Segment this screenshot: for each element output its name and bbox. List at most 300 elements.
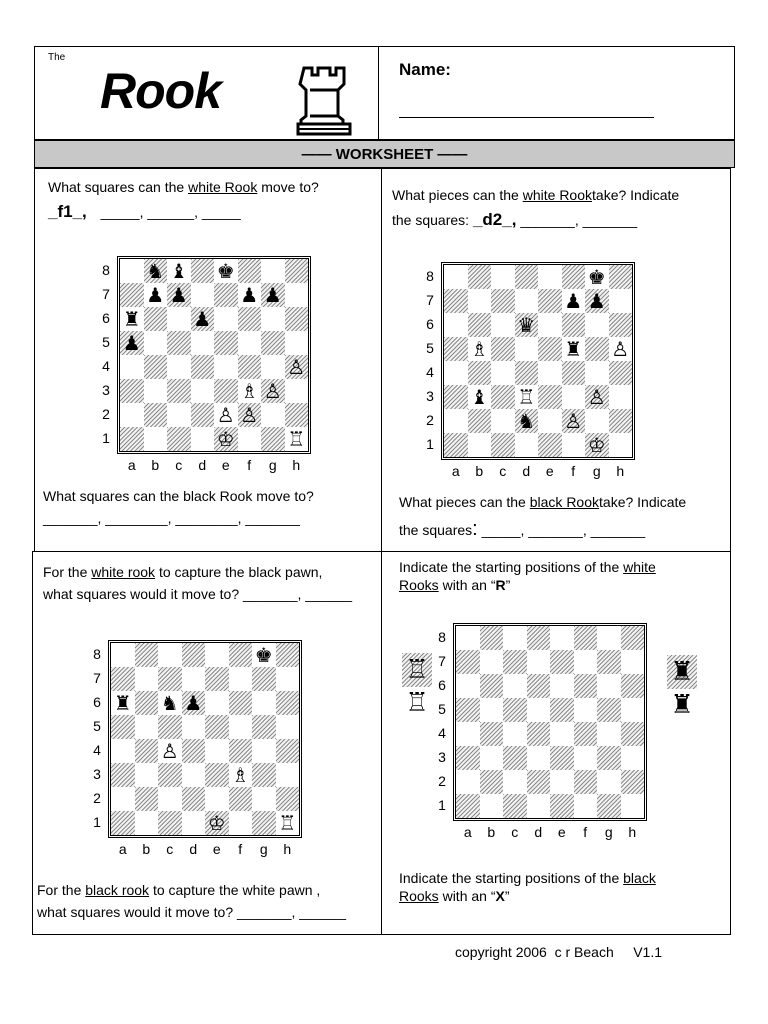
square-g2[interactable] xyxy=(597,770,621,794)
square-a1[interactable] xyxy=(456,794,480,818)
square-a7[interactable] xyxy=(111,667,135,691)
square-b3[interactable] xyxy=(135,763,159,787)
square-d4[interactable] xyxy=(182,739,206,763)
answer-f1: _f1_, xyxy=(48,201,87,221)
square-d3[interactable] xyxy=(182,763,206,787)
square-c8[interactable] xyxy=(491,265,515,289)
square-h1[interactable] xyxy=(609,433,633,457)
rank-label: 5 xyxy=(102,334,110,350)
square-b4[interactable] xyxy=(468,361,492,385)
square-f1[interactable] xyxy=(229,811,253,835)
square-b1[interactable] xyxy=(135,811,159,835)
square-c3[interactable] xyxy=(503,746,527,770)
square-g1[interactable] xyxy=(252,811,276,835)
square-f2[interactable] xyxy=(574,770,598,794)
square-a5[interactable] xyxy=(111,715,135,739)
chess-piece-icon: ♙ xyxy=(587,385,606,409)
square-a3[interactable] xyxy=(456,746,480,770)
square-e5[interactable] xyxy=(205,715,229,739)
square-h4[interactable] xyxy=(621,722,645,746)
square-e6[interactable] xyxy=(538,313,562,337)
rank-label: 1 xyxy=(93,814,101,830)
square-h8[interactable] xyxy=(276,643,300,667)
white-rook-link: white Rook xyxy=(188,179,258,195)
square-d2[interactable] xyxy=(191,403,215,427)
square-b5[interactable] xyxy=(480,698,504,722)
square-g3[interactable] xyxy=(252,763,276,787)
square-c5[interactable] xyxy=(503,698,527,722)
square-f8[interactable] xyxy=(574,626,598,650)
chess-piece-icon: ♔ xyxy=(587,433,606,457)
question-3: What squares can the black Rook move to? _______, ________, ________, _______ xyxy=(43,485,373,530)
square-c3[interactable] xyxy=(491,385,515,409)
square-b7[interactable] xyxy=(468,289,492,313)
chess-piece-icon: ♚ xyxy=(254,643,273,667)
square-b6[interactable] xyxy=(135,691,159,715)
square-g4[interactable] xyxy=(597,722,621,746)
square-g3[interactable] xyxy=(597,746,621,770)
worksheet-label: —— WORKSHEET —— xyxy=(301,145,468,163)
square-a8[interactable] xyxy=(111,643,135,667)
square-e6[interactable] xyxy=(214,307,238,331)
square-e3[interactable] xyxy=(214,379,238,403)
square-h3[interactable] xyxy=(621,746,645,770)
header-divider xyxy=(378,46,379,140)
square-h6[interactable] xyxy=(621,674,645,698)
square-d5[interactable] xyxy=(182,715,206,739)
square-c1[interactable] xyxy=(167,427,191,451)
square-a5[interactable] xyxy=(444,337,468,361)
square-g5[interactable] xyxy=(261,331,285,355)
rank-label: 6 xyxy=(102,310,110,326)
square-h3[interactable] xyxy=(276,763,300,787)
chess-piece-icon: ♙ xyxy=(160,739,179,763)
square-h8[interactable] xyxy=(609,265,633,289)
square-a1[interactable] xyxy=(120,427,144,451)
square-a3[interactable] xyxy=(444,385,468,409)
black-rook-link: black rook xyxy=(85,882,150,898)
square-d4[interactable] xyxy=(515,361,539,385)
chess-piece-icon: ♙ xyxy=(611,337,630,361)
chess-piece-icon: ♞ xyxy=(146,259,165,283)
square-d4[interactable] xyxy=(191,355,215,379)
file-label: f xyxy=(571,463,576,479)
square-a3[interactable] xyxy=(120,379,144,403)
square-e2[interactable] xyxy=(550,770,574,794)
square-c2[interactable] xyxy=(158,787,182,811)
square-e8[interactable] xyxy=(550,626,574,650)
square-a8[interactable] xyxy=(120,259,144,283)
question-5: For the white rook to capture the black pawn, what squares would it move to? _______, ______ xyxy=(43,561,378,606)
square-d5[interactable] xyxy=(527,698,551,722)
chess-piece-icon: ♟ xyxy=(146,283,165,307)
square-b8[interactable] xyxy=(480,626,504,650)
square-d4[interactable] xyxy=(527,722,551,746)
square-b3[interactable] xyxy=(144,379,168,403)
square-c1[interactable] xyxy=(491,433,515,457)
file-label: b xyxy=(487,824,496,840)
square-h5[interactable] xyxy=(285,331,309,355)
square-d1[interactable] xyxy=(182,811,206,835)
square-g5[interactable] xyxy=(252,715,276,739)
square-a2[interactable] xyxy=(444,409,468,433)
square-a2[interactable] xyxy=(120,403,144,427)
square-f4[interactable] xyxy=(562,361,586,385)
white-rook-icon[interactable]: ♖ xyxy=(402,653,432,687)
rooks-link: Rooks xyxy=(399,888,439,905)
chess-piece-icon: ♟ xyxy=(122,331,141,355)
square-f7[interactable] xyxy=(229,667,253,691)
square-g6[interactable] xyxy=(261,307,285,331)
square-c5[interactable] xyxy=(491,337,515,361)
square-e8[interactable] xyxy=(205,643,229,667)
square-c6[interactable] xyxy=(167,307,191,331)
square-g2[interactable] xyxy=(261,403,285,427)
square-f1[interactable] xyxy=(562,433,586,457)
rank-label: 5 xyxy=(93,718,101,734)
chess-piece-icon: ♛ xyxy=(517,313,536,337)
square-c8[interactable] xyxy=(158,643,182,667)
square-g1[interactable] xyxy=(597,794,621,818)
square-d7[interactable] xyxy=(182,667,206,691)
chess-piece-icon: ♔ xyxy=(216,427,235,451)
file-label: a xyxy=(451,463,460,479)
square-f2[interactable] xyxy=(229,787,253,811)
square-h5[interactable] xyxy=(621,698,645,722)
square-a1[interactable] xyxy=(111,811,135,835)
square-g7[interactable] xyxy=(252,667,276,691)
square-e5[interactable] xyxy=(550,698,574,722)
square-d2[interactable] xyxy=(182,787,206,811)
square-c8[interactable] xyxy=(503,626,527,650)
rank-label: 2 xyxy=(426,412,434,428)
square-d8[interactable] xyxy=(515,265,539,289)
square-f8[interactable] xyxy=(562,265,586,289)
square-e6[interactable] xyxy=(205,691,229,715)
square-c4[interactable] xyxy=(491,361,515,385)
file-label: a xyxy=(127,457,136,473)
file-label: f xyxy=(247,457,252,473)
square-f3[interactable] xyxy=(574,746,598,770)
square-h4[interactable] xyxy=(609,361,633,385)
answer-d2: _d2_, xyxy=(472,210,517,230)
square-h8[interactable] xyxy=(285,259,309,283)
square-c5[interactable] xyxy=(158,715,182,739)
file-label: g xyxy=(592,463,601,479)
file-label: a xyxy=(118,841,127,857)
square-b2[interactable] xyxy=(468,409,492,433)
square-g4[interactable] xyxy=(261,355,285,379)
square-g6[interactable] xyxy=(597,674,621,698)
square-g7[interactable] xyxy=(597,650,621,674)
square-c1[interactable] xyxy=(503,794,527,818)
chess-piece-icon: ♟ xyxy=(184,691,203,715)
question-4: What pieces can the black Rooktake? Indicate the squares: _____, _______, _______ xyxy=(399,494,687,541)
square-d1[interactable] xyxy=(191,427,215,451)
square-b5[interactable] xyxy=(144,331,168,355)
square-d7[interactable] xyxy=(527,650,551,674)
square-f5[interactable] xyxy=(574,698,598,722)
square-e7[interactable] xyxy=(205,667,229,691)
square-a7[interactable] xyxy=(444,289,468,313)
square-d8[interactable] xyxy=(182,643,206,667)
chess-piece-icon: ♙ xyxy=(564,409,583,433)
square-b4[interactable] xyxy=(144,355,168,379)
square-e4[interactable] xyxy=(538,361,562,385)
square-b6[interactable] xyxy=(144,307,168,331)
answer-blanks[interactable]: _______, ________, ________, _______ xyxy=(43,510,300,527)
rank-label: 8 xyxy=(426,268,434,284)
square-d8[interactable] xyxy=(191,259,215,283)
copyright-text: copyright 2006 c r Beach V1.1 xyxy=(455,944,663,960)
file-label: h xyxy=(616,463,625,479)
chess-piece-icon: ♟ xyxy=(564,289,583,313)
chessboard-3 xyxy=(108,640,302,838)
file-label: g xyxy=(268,457,277,473)
square-f4[interactable] xyxy=(574,722,598,746)
chess-piece-icon: ♖ xyxy=(287,427,306,451)
square-h2[interactable] xyxy=(285,403,309,427)
square-b3[interactable] xyxy=(480,746,504,770)
file-label: e xyxy=(557,824,566,840)
square-b1[interactable] xyxy=(480,794,504,818)
rook-logo-icon xyxy=(296,66,352,136)
square-c6[interactable] xyxy=(491,313,515,337)
square-g8[interactable] xyxy=(261,259,285,283)
worksheet-bar xyxy=(34,140,735,168)
square-g5[interactable] xyxy=(585,337,609,361)
square-c7[interactable] xyxy=(503,650,527,674)
square-f6[interactable] xyxy=(229,691,253,715)
chess-piece-icon: ♗ xyxy=(231,763,250,787)
answer-blanks[interactable]: _____, _______, _______ xyxy=(477,522,646,539)
square-a2[interactable] xyxy=(456,770,480,794)
answer-blanks[interactable]: _______, _______ xyxy=(520,212,638,229)
square-f8[interactable] xyxy=(238,259,262,283)
square-a2[interactable] xyxy=(111,787,135,811)
square-c4[interactable] xyxy=(167,355,191,379)
square-h7[interactable] xyxy=(276,667,300,691)
square-e2[interactable] xyxy=(205,787,229,811)
rank-label: 7 xyxy=(426,292,434,308)
square-b6[interactable] xyxy=(468,313,492,337)
square-b2[interactable] xyxy=(144,403,168,427)
square-b6[interactable] xyxy=(480,674,504,698)
square-c3[interactable] xyxy=(158,763,182,787)
square-d7[interactable] xyxy=(191,283,215,307)
square-d3[interactable] xyxy=(527,746,551,770)
square-b1[interactable] xyxy=(144,427,168,451)
square-a4[interactable] xyxy=(120,355,144,379)
square-c5[interactable] xyxy=(167,331,191,355)
chess-piece-icon: ♜ xyxy=(113,691,132,715)
file-label: b xyxy=(475,463,484,479)
square-e5[interactable] xyxy=(538,337,562,361)
square-e3[interactable] xyxy=(550,746,574,770)
file-label: d xyxy=(189,841,198,857)
square-f5[interactable] xyxy=(238,331,262,355)
rank-label: 2 xyxy=(93,790,101,806)
square-e1[interactable] xyxy=(550,794,574,818)
square-b2[interactable] xyxy=(480,770,504,794)
square-h2[interactable] xyxy=(621,770,645,794)
square-a8[interactable] xyxy=(456,626,480,650)
square-g2[interactable] xyxy=(585,409,609,433)
square-g6[interactable] xyxy=(585,313,609,337)
square-f5[interactable] xyxy=(229,715,253,739)
square-a4[interactable] xyxy=(456,722,480,746)
square-e2[interactable] xyxy=(538,409,562,433)
square-a3[interactable] xyxy=(111,763,135,787)
square-b7[interactable] xyxy=(480,650,504,674)
square-e7[interactable] xyxy=(538,289,562,313)
rank-label: 3 xyxy=(93,766,101,782)
square-d5[interactable] xyxy=(515,337,539,361)
square-h3[interactable] xyxy=(609,385,633,409)
square-f6[interactable] xyxy=(574,674,598,698)
square-a7[interactable] xyxy=(456,650,480,674)
file-label: c xyxy=(499,463,507,479)
square-e4[interactable] xyxy=(214,355,238,379)
square-d5[interactable] xyxy=(191,331,215,355)
name-label: Name: xyxy=(399,60,451,79)
square-f7[interactable] xyxy=(574,650,598,674)
square-c6[interactable] xyxy=(503,674,527,698)
square-g6[interactable] xyxy=(252,691,276,715)
square-f4[interactable] xyxy=(238,355,262,379)
square-e6[interactable] xyxy=(550,674,574,698)
square-a5[interactable] xyxy=(456,698,480,722)
square-g5[interactable] xyxy=(597,698,621,722)
answer-blanks[interactable]: what squares would it move to? _______, ______ xyxy=(37,904,346,921)
square-c7[interactable] xyxy=(158,667,182,691)
black-rook-icon[interactable]: ♜ xyxy=(670,690,694,720)
square-h6[interactable] xyxy=(276,691,300,715)
square-f3[interactable] xyxy=(562,385,586,409)
square-h7[interactable] xyxy=(285,283,309,307)
square-a1[interactable] xyxy=(444,433,468,457)
square-d7[interactable] xyxy=(515,289,539,313)
square-b1[interactable] xyxy=(468,433,492,457)
square-e8[interactable] xyxy=(538,265,562,289)
square-g1[interactable] xyxy=(261,427,285,451)
square-b8[interactable] xyxy=(135,643,159,667)
square-e3[interactable] xyxy=(538,385,562,409)
square-b7[interactable] xyxy=(135,667,159,691)
square-b4[interactable] xyxy=(480,722,504,746)
square-f6[interactable] xyxy=(562,313,586,337)
square-g8[interactable] xyxy=(597,626,621,650)
square-g4[interactable] xyxy=(252,739,276,763)
square-b2[interactable] xyxy=(135,787,159,811)
square-e7[interactable] xyxy=(550,650,574,674)
square-d2[interactable] xyxy=(527,770,551,794)
square-g2[interactable] xyxy=(252,787,276,811)
square-f1[interactable] xyxy=(574,794,598,818)
answer-blanks[interactable]: _____, ______, _____ xyxy=(100,203,241,220)
square-a4[interactable] xyxy=(444,361,468,385)
rank-label: 3 xyxy=(438,749,446,765)
square-c2[interactable] xyxy=(503,770,527,794)
square-a6[interactable] xyxy=(444,313,468,337)
square-a7[interactable] xyxy=(120,283,144,307)
square-h3[interactable] xyxy=(285,379,309,403)
file-label: c xyxy=(175,457,183,473)
rank-label: 2 xyxy=(102,406,110,422)
chess-piece-icon: ♜ xyxy=(564,337,583,361)
square-c1[interactable] xyxy=(158,811,182,835)
square-b8[interactable] xyxy=(468,265,492,289)
square-c3[interactable] xyxy=(167,379,191,403)
square-d1[interactable] xyxy=(527,794,551,818)
chess-piece-icon: ♟ xyxy=(240,283,259,307)
square-h4[interactable] xyxy=(276,739,300,763)
square-d6[interactable] xyxy=(527,674,551,698)
square-c4[interactable] xyxy=(503,722,527,746)
black-rook-icon[interactable]: ♜ xyxy=(667,655,697,689)
square-b4[interactable] xyxy=(135,739,159,763)
square-c2[interactable] xyxy=(167,403,191,427)
square-f6[interactable] xyxy=(238,307,262,331)
black-rook-link: black Rook xyxy=(529,494,600,510)
chessboard-4[interactable] xyxy=(453,623,647,821)
square-h2[interactable] xyxy=(609,409,633,433)
chess-piece-icon: ♟ xyxy=(193,307,212,331)
square-h6[interactable] xyxy=(609,313,633,337)
file-label: e xyxy=(212,841,221,857)
square-h8[interactable] xyxy=(621,626,645,650)
square-f8[interactable] xyxy=(229,643,253,667)
white-rook-icon[interactable]: ♖ xyxy=(405,688,429,718)
square-e4[interactable] xyxy=(205,739,229,763)
square-d3[interactable] xyxy=(191,379,215,403)
answer-blanks[interactable]: what squares would it move to? _______, ______ xyxy=(43,586,352,603)
square-h7[interactable] xyxy=(609,289,633,313)
square-a4[interactable] xyxy=(111,739,135,763)
square-c2[interactable] xyxy=(491,409,515,433)
file-label: h xyxy=(283,841,292,857)
question-6: Indicate the starting positions of the white Rooks with an “R” xyxy=(399,559,656,594)
square-f1[interactable] xyxy=(238,427,262,451)
square-e4[interactable] xyxy=(550,722,574,746)
square-d8[interactable] xyxy=(527,626,551,650)
square-a8[interactable] xyxy=(444,265,468,289)
chess-piece-icon: ♚ xyxy=(587,265,606,289)
square-c7[interactable] xyxy=(491,289,515,313)
square-e3[interactable] xyxy=(205,763,229,787)
chess-piece-icon: ♞ xyxy=(160,691,179,715)
square-h1[interactable] xyxy=(621,794,645,818)
title-prefix: The xyxy=(48,52,66,63)
square-h7[interactable] xyxy=(621,650,645,674)
square-g4[interactable] xyxy=(585,361,609,385)
square-b5[interactable] xyxy=(135,715,159,739)
square-e1[interactable] xyxy=(538,433,562,457)
square-h2[interactable] xyxy=(276,787,300,811)
square-a6[interactable] xyxy=(456,674,480,698)
square-e5[interactable] xyxy=(214,331,238,355)
chess-piece-icon: ♟ xyxy=(263,283,282,307)
square-f4[interactable] xyxy=(229,739,253,763)
rank-label: 4 xyxy=(102,358,110,374)
square-h5[interactable] xyxy=(276,715,300,739)
file-label: f xyxy=(238,841,243,857)
name-field[interactable] xyxy=(399,117,654,118)
black-link: black xyxy=(623,870,656,886)
square-d1[interactable] xyxy=(515,433,539,457)
square-e7[interactable] xyxy=(214,283,238,307)
square-h6[interactable] xyxy=(285,307,309,331)
